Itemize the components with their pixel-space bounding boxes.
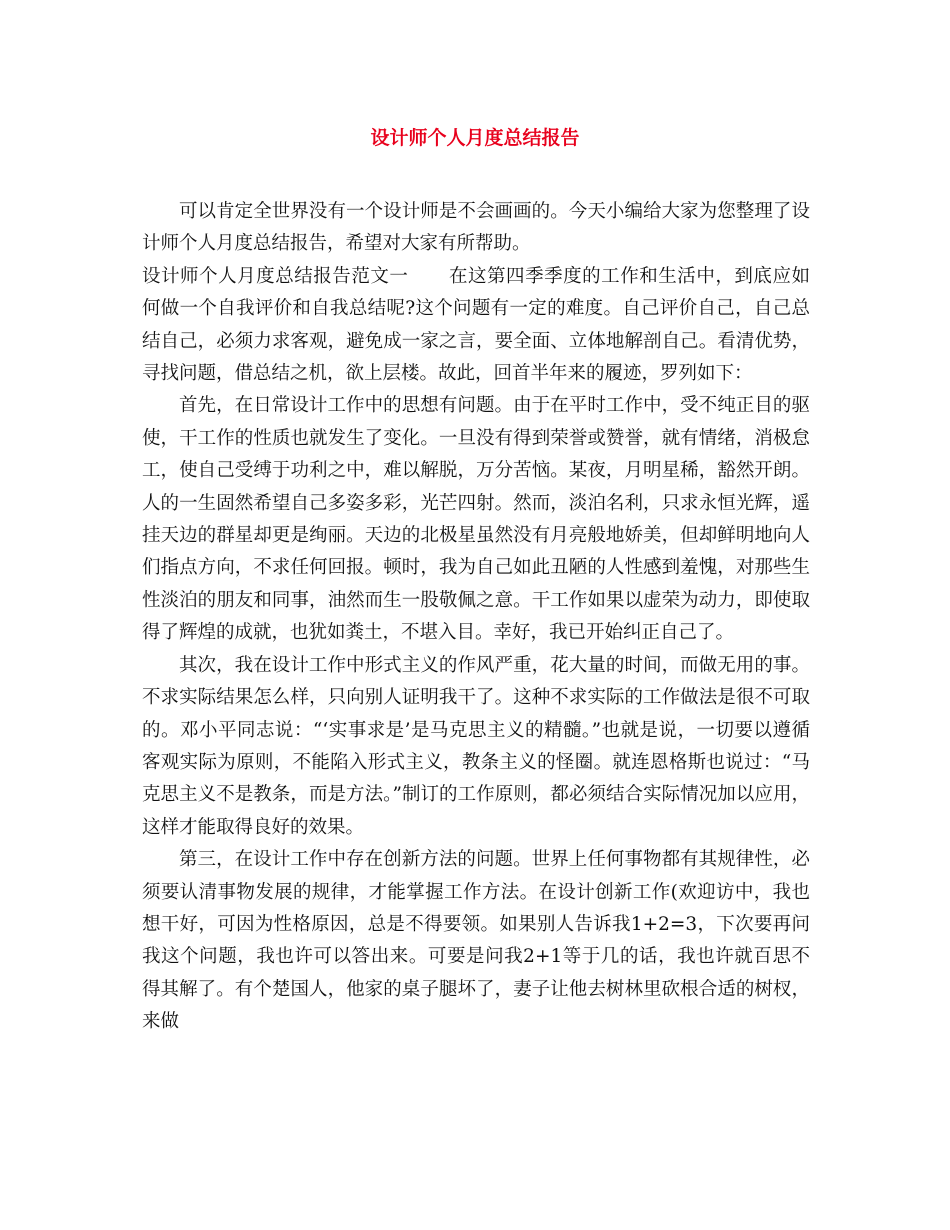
paragraph-first: 首先，在日常设计工作中的思想有问题。由于在平时工作中，受不纯正目的驱使，干工作的性质也就发生了变化。一旦没有得到荣誉或赞誉，就有情绪，消极怠工，使自己受缚于功利之中，难以解脱，万分苦恼。某夜，月明星稀，豁然开朗。人的一生固然希望自己多姿多彩，光芒四射。然而，淡泊名利，只求永恒光辉，遥挂天边的群星却更是绚丽。天边的北极星虽然没有月亮般地娇美，但却鲜明地向人们指点方向，不求任何回报。顿时，我为自己如此丑陋的人性感到羞愧，对那些生性淡泊的朋友和同事，油然而生一股敬佩之意。干工作如果以虚荣为动力，即使取得了辉煌的成就，也犹如粪土，不堪入目。幸好，我已开始纠正自己了。 <box>142 395 810 644</box>
section-heading: 设计师个人月度总结报告范文一 <box>142 265 409 287</box>
paragraph-second: 其次，我在设计工作中形式主义的作风严重，花大量的时间，而做无用的事。不求实际结果怎么样，只向别人证明我干了。这种不求实际的工作做法是很不可取的。邓小平同志说：“‘实事求是’是马克思主义的精髓。”也就是说，一切要以遵循客观实际为原则，不能陷入形式主义，教条主义的怪圈。就连恩格斯也说过：“马克思主义不是教条，而是方法。”制订的工作原则，都必须结合实际情况加以应用，这样才能取得良好的效果。 <box>142 654 810 838</box>
section-paragraph <box>142 261 810 391</box>
document-body <box>142 196 810 1039</box>
paragraph-third: 第三，在设计工作中存在创新方法的问题。世界上任何事物都有其规律性，必须要认清事物发展的规律，才能掌握工作方法。在设计创新工作(欢迎访中，我也想干好，可因为性格原因，总是不得要领。如果别人告诉我1+2=3，下次要再问我这个问题，我也许可以答出来。可要是问我2+1等于几的话，我也许就百思不得其解了。有个楚国人，他家的桌子腿坏了，妻子让他去树林里砍根合适的树杈，来做 <box>142 849 810 1033</box>
document-title: 设计师个人月度总结报告 <box>370 127 580 149</box>
section-intro-text: 在这第四季季度的工作和生活中，到底应如何做一个自我评价和自我总结呢?这个问题有一定的难度。自己评价自己，自己总结自己，必须力求客观，避免成一家之言，要全面、立体地解剖自己。看清优势，寻找问题，借总结之机，欲上层楼。故此，回首半年来的履迹，罗列如下： <box>142 265 810 385</box>
intro-paragraph: 可以肯定全世界没有一个设计师是不会画画的。今天小编给大家为您整理了设计师个人月度总结报告，希望对大家有所帮助。 <box>142 201 810 255</box>
